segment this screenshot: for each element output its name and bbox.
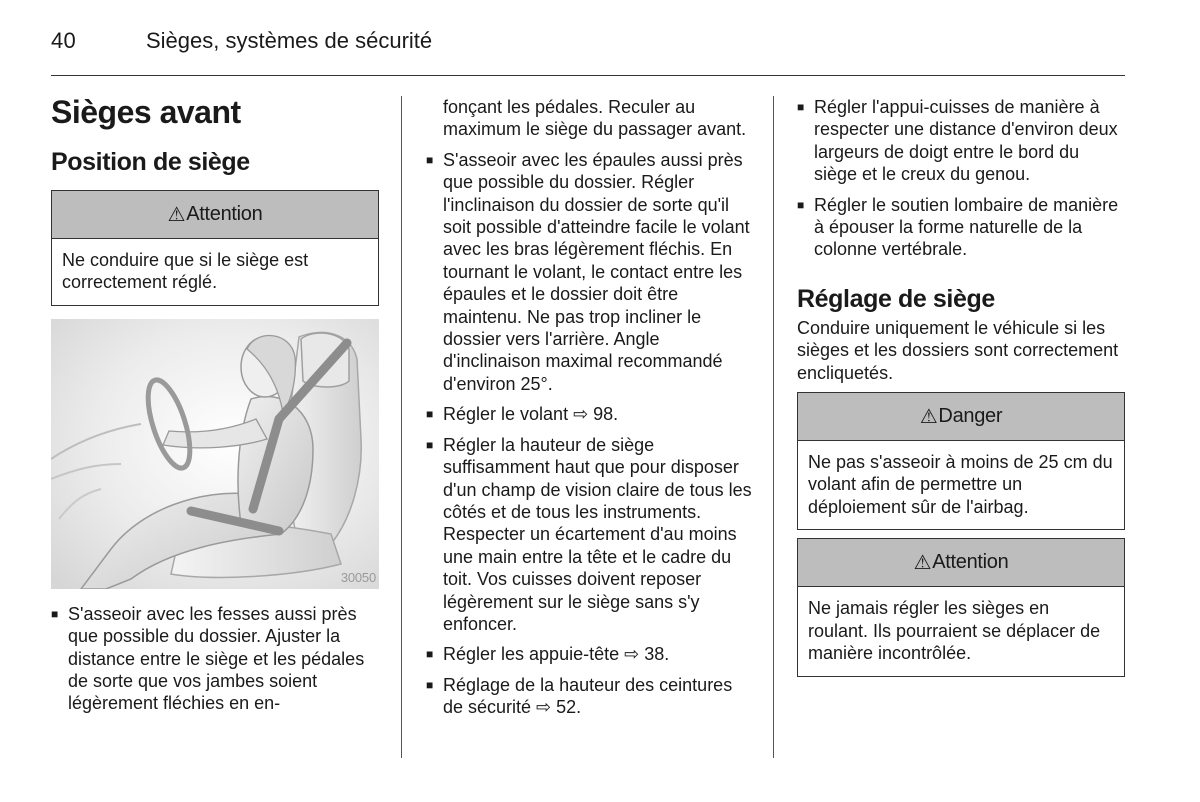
list-item [51, 603, 379, 715]
list-item [797, 194, 1125, 261]
attention-box [51, 190, 379, 306]
figure-number: 30050 [340, 569, 376, 585]
list-item [426, 643, 756, 665]
bullet-icon: ■ [426, 677, 434, 692]
column-divider [401, 96, 402, 758]
attention-header [52, 191, 378, 239]
list-item [426, 674, 756, 719]
bullet-icon: ■ [426, 647, 434, 662]
attention-text: Ne jamais régler les sièges en roulant. Ils pourraient se déplacer de manière incontrôlée. [808, 598, 1101, 664]
list-item-text: Régler les appuie-tête ⇨ 38. [443, 644, 670, 665]
bullet-icon: ■ [426, 437, 434, 452]
bullet-icon: ■ [51, 606, 59, 621]
driver-seat-drawing [51, 319, 379, 589]
list-item-text: S'asseoir avec les épaules aussi près que possible du dossier. Régler l'inclinaison du dossier de sorte qu'il soit possible d'atteindre facile le volant avec les bras légèrement fléchis. En tournant le volant, le contact entre les épaules et le dossier doit être maintenu. Ne pas trop incliner le dossier vers l'arrière. Angle d'inclinaison maximal recommandé d'environ 25°. [443, 149, 750, 394]
danger-header [798, 393, 1124, 441]
attention-header [798, 539, 1124, 587]
danger-box [797, 392, 1125, 530]
list-item-text: Réglage de la hauteur des ceintures de sécurité ⇨ 52. [443, 674, 733, 718]
column-divider [773, 96, 774, 758]
list-item [797, 96, 1125, 186]
column-left [51, 92, 379, 715]
list-item-text: Régler la hauteur de siège suffisamment haut que pour disposer d'un champ de vision claire de tous les côtés et de tous les instruments. Respecter un écartement d'au moins une main entre la tête et le cadre du toit. Vos cuisses doivent reposer légèrement sur le siège sans s'y enfoncer. [443, 434, 752, 634]
continued-text: fonçant les pédales. Reculer au maximum le siège du passager avant. [443, 97, 747, 140]
warning-triangle-icon: ⚠ [913, 552, 932, 575]
intro-text: Conduire uniquement le véhicule si les sièges et les dossiers sont correctement encliquetés. [797, 317, 1119, 383]
page-number: 40 [51, 28, 77, 53]
column-middle [426, 96, 756, 719]
subsection-title: Position de siège [51, 148, 250, 176]
attention-text: Ne conduire que si le siège est correctement réglé. [62, 250, 309, 293]
list-item-text: Régler le volant ⇨ 98. [443, 404, 619, 425]
bullet-icon: ■ [797, 197, 805, 212]
attention-heading: Attention [932, 551, 1009, 574]
bullet-icon: ■ [797, 100, 805, 114]
page-header [51, 26, 1125, 76]
bullet-icon: ■ [426, 407, 434, 422]
danger-heading: Danger [938, 405, 1003, 428]
danger-text: Ne pas s'asseoir à moins de 25 cm du volant afin de permettre un déploiement sûr de l'airbag. [808, 452, 1113, 517]
list-item [426, 149, 756, 395]
page-title: Sièges avant [51, 94, 241, 130]
section-title: Sièges, systèmes de sécurité [146, 28, 433, 53]
warning-triangle-icon: ⚠ [167, 204, 186, 226]
list-item-text: Régler le soutien lombaire de manière à épouser la forme naturelle de la colonne vertébrale. [814, 194, 1119, 260]
column-right [797, 96, 1125, 677]
attention-heading: Attention [186, 203, 263, 225]
subsection-title: Réglage de siège [797, 284, 995, 313]
list-item-text: Régler l'appui-cuisses de manière à respecter une distance d'environ deux largeurs de doigt entre le bord du siège et le creux du genou. [814, 97, 1118, 185]
attention-box [797, 538, 1125, 676]
list-item-text: S'asseoir avec les fesses aussi près que possible du dossier. Ajuster la distance entre le siège et les pédales de sorte que vos jambes soient légèrement fléchies en en- [68, 603, 365, 714]
bullet-icon: ■ [426, 152, 434, 167]
warning-triangle-icon: ⚠ [919, 406, 938, 429]
list-item [426, 403, 756, 425]
list-item [426, 434, 756, 636]
seat-position-illustration [51, 319, 379, 589]
